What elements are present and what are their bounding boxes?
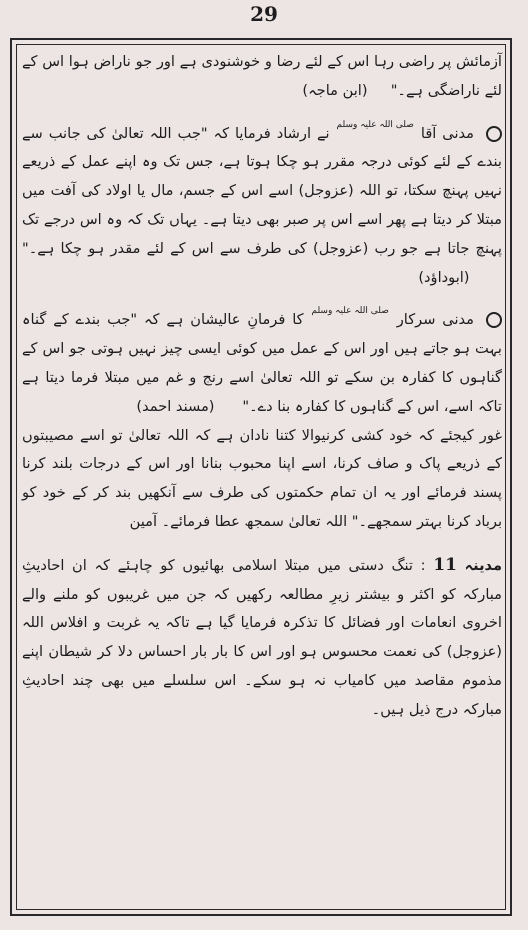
hadith2-text: کا فرمانِ عالیشان ہے کہ "جب بندے کے گناہ بہت ہو جاتے ہیں اور اس کے عمل میں کوئی ایسی چیز نہیں ہوتی جو اس کے گناہوں کا کفارہ بن سکے تو اللہ تعالیٰ اسے رنج و غم میں مبتلا فرما دیتا ہے تاکہ اسے، اس کے گناہوں کا کفارہ بنا دے۔"	[22, 311, 502, 415]
hadith-paragraph-1	[22, 120, 502, 293]
intro-reference: (ابن ماجہ)	[302, 81, 368, 99]
circle-bullet-icon	[486, 312, 502, 328]
hadith1-lead: مدنی آقا	[420, 124, 475, 142]
reflection-text: غور کیجئے کہ خود کشی کرنیوالا کتنا نادان ہے کہ اللہ تعالیٰ تو اسے مصیبتوں کے ذریعے پاک و صاف کرنا، اسے اپنا محبوب بنانا اور اس کے درجات بلند کرنا پسند فرمائے اور یہ ان تمام حکمتوں کی طرف سے آنکھیں بند کر کے خود کو برباد کرنا بہتر سمجھے۔" اللہ تعالیٰ سمجھ عطا فرمائے۔ آمین	[22, 426, 502, 530]
hadith2-lead: مدنی سرکار	[396, 311, 474, 329]
hadith-paragraph-2	[22, 306, 502, 421]
madina-separator: :	[420, 556, 426, 574]
reflection-paragraph	[22, 422, 502, 537]
madina-label: مدینہ	[464, 556, 503, 574]
hadith2-reference: (مسند احمد)	[136, 397, 215, 415]
madina-paragraph	[22, 551, 502, 725]
madina-text: تنگ دستی میں مبتلا اسلامی بھائیوں کو چاہئے کہ ان احادیثِ مبارکہ کو اکثر و بیشتر زیرِ مطالعہ رکھیں کہ جن میں غریبوں کو ملنے والے اخروی انعامات اور فضائل کا تذکرہ فرمایا گیا ہے تاکہ یہ غربت و افلاس اللہ (عزوجل) کی نعمت محسوس ہو اور اس کا بار بار احساس دلا کر شیطان اپنے مذموم مقاصد میں کامیاب نہ ہو سکے۔ اس سلسلے میں بھی چند احادیثِ مبارکہ درج ذیل ہیں۔	[22, 556, 502, 718]
madina-number: 11	[433, 554, 457, 575]
hadith1-reference: (ابوداؤد)	[418, 268, 470, 286]
salawat-mark: صلی اللہ علیہ وسلم	[311, 306, 389, 317]
page-content	[22, 48, 502, 725]
circle-bullet-icon	[486, 126, 502, 142]
intro-paragraph	[22, 48, 502, 106]
salawat-mark: صلی اللہ علیہ وسلم	[336, 119, 414, 130]
intro-text: آزمائش پر راضی رہا اس کے لئے رضا و خوشنودی ہے اور جو ناراض ہوا اس کے لئے ناراضگی ہے۔"	[22, 53, 502, 99]
hadith1-text: نے ارشاد فرمایا کہ "جب اللہ تعالیٰ کی جانب سے بندے کے لئے کوئی درجہ مقرر ہو چکا ہوتا ہے، جس تک وہ اپنے عمل کے ذریعے نہیں پہنچ سکتا، تو اللہ (عزوجل) اسے اس کے جسم، مال یا اولاد کی آفت میں مبتلا کر دیتا ہے پھر اسے اس پر صبر بھی دیتا ہے۔ یہاں تک کہ وہ اس درجے تک پہنچ جاتا ہے جو رب (عزوجل) کی طرف سے اس کے لئے مقدر ہو چکا ہے۔"	[22, 124, 502, 257]
page-number: 29	[250, 2, 278, 26]
